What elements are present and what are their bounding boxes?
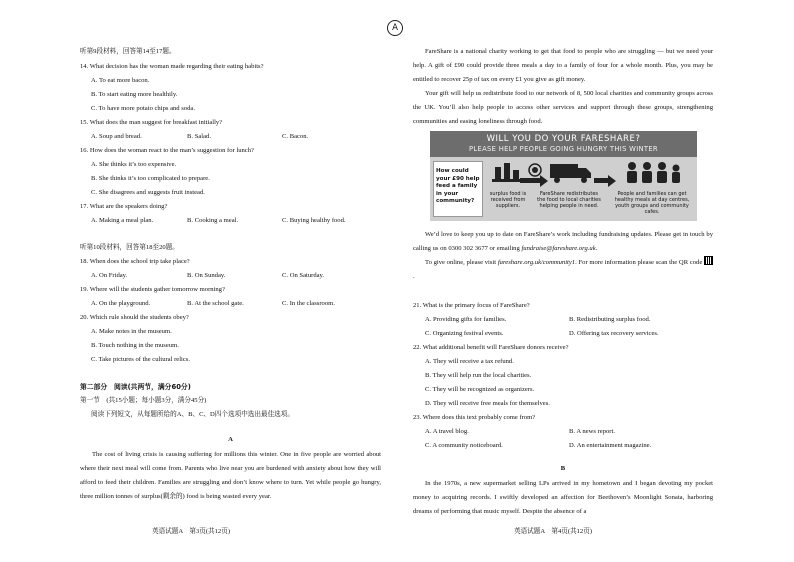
q22-option-a: A. They will receive a tax refund. [425,358,514,365]
q15-option-b: B. Salad. [187,133,211,140]
question-22: 22. What additional benefit will FareShare donors receive? [413,344,569,351]
question-15: 15. What does the man suggest for breakfast initially? [80,119,223,126]
q15-option-a: A. Soup and bread. [91,133,142,140]
caption-redistribute: FareShare redistributes the food to local charities helping people in need. [537,191,601,209]
question-19: 19. Where will the students gather tomorrow morning? [80,286,225,293]
para-3-body: We’d love to keep you up to date on FareShare’s work including fundraising updates. Please get in touch by calling us on 0300 302 3677 or emailing [413,231,713,252]
q22-option-c: C. They will be recognized as organizers. [425,386,535,393]
page-footer-right: 英语试题A 第4页(共12页) [514,528,593,535]
passage-a-label: A [228,436,233,443]
infographic-subtitle: PLEASE HELP PEOPLE GOING HUNGRY THIS WINTER [469,145,658,153]
question-18: 18. When does the school trip take place? [80,258,190,265]
para-4-rest: . For more information please scan the QR code [575,259,703,266]
q20-option-b: B. Touch nothing in the museum. [91,342,179,349]
q21-option-b: B. Redistributing surplus food. [569,316,651,323]
q23-option-b: B. A news report. [569,428,615,435]
q23-option-c: C. A community noticeboard. [425,442,503,449]
q21-option-d: D. Offering tax recovery services. [569,330,659,337]
q23-option-d: D. An entertainment magazine. [569,442,652,449]
q19-option-c: C. In the classroom. [282,300,335,307]
fareshare-para-1 [413,45,713,87]
delivery-truck-icon [549,162,593,184]
question-21: 21. What is the primary focus of FareShare? [413,302,530,309]
caption-families: People and families can get healthy meals at day centres, youth groups and community cafes. [614,191,690,215]
q21-option-c: C. Organizing festival events. [425,330,504,337]
question-16: 16. How does the woman react to the man’s suggestion for lunch? [80,147,254,154]
q17-option-a: A. Making a meal plan. [91,217,154,224]
question-20: 20. Which rule should the students obey? [80,314,189,321]
instruction-9: 听第9段材料，回答第14至17题。 [80,48,176,55]
reading-instruction: 阅读下列短文，从每题所给的A、B、C、D四个选项中选出最佳选项。 [91,411,294,418]
fundraise-email-link[interactable]: fundraise@fareshare.org.uk [521,245,596,252]
arrow-shaft-1 [520,178,540,183]
q20-option-c: C. Take pictures of the cultural relics. [91,356,191,363]
instruction-10: 听第10段材料，回答第18至20题。 [80,244,179,251]
question-23: 23. Where does this text probably come from? [413,414,536,421]
passage-a-paragraph: The cost of living crisis is causing suffering for millions this winter. One in five people are worried about where their next meal will come from. Parents who live near you are burdened with anxiety about how they will afford to feed their children. Families are struggling and don’t know where to turn. Yet while people go hungry, three million tonnes of surplus(剩余的) food is being wasted every year. [80,451,381,500]
fareshare-para-4 [413,256,713,284]
page-footer-left: 英语试题A 第3页(共12页) [152,528,231,535]
fareshare-infographic [430,131,697,221]
para-2-text: Your gift will help us redistribute food to our network of 8, 500 local charities and community groups across the UK. You’ll also help people to access other services and support through these groups, strengthening communities and easing loneliness through food. [413,90,713,125]
q21-option-a: A. Providing gifts for families. [425,316,507,323]
passage-a-text [80,448,381,504]
para-1-text: FareShare is a national charity working to get that food to people who are struggling — but we need your help. A gift of £90 could provide three meals a day to a family of four for a whole month. Plus, you may be entitled to recover 25p of tax on every £1 you give as gift money. [413,48,713,83]
caption-suppliers: surplus food is received from suppliers. [489,191,527,209]
infographic-question-box: How could your £90 help feed a family in your community? [433,161,483,217]
q19-option-a: A. On the playground. [91,300,151,307]
q19-option-b: B. At the school gate. [187,300,244,307]
q22-option-d: D. They will receive free meals for themselves. [425,400,550,407]
q20-option-a: A. Make notes in the museum. [91,328,172,335]
q16-option-a: A. She thinks it’s too expensive. [91,161,177,168]
factory-conveyor-icon [490,161,524,185]
q18-option-b: B. On Sunday. [187,272,226,279]
para-3-text: We’d love to keep you up to date on FareShare’s work including fundraising updates. Please get in touch by calling us on 0300 302 3677 or emailing fundraise@fareshare.org.uk. [413,231,713,252]
fareshare-para-2 [413,87,713,129]
arrow-1-icon [540,175,548,187]
q14-option-c: C. To have more potato chips and soda. [91,105,195,112]
passage-b-text [413,477,713,519]
qr-code-icon [704,256,713,265]
part-2-heading: 第二部分 阅读(共两节，满分60分) [80,383,191,391]
arrow-2-icon [608,175,616,187]
q22-option-b: B. They will help run the local charities. [425,372,532,379]
q16-option-c: C. She disagrees and suggests fruit instead. [91,189,205,196]
passage-b-paragraph: In the 1970s, a new supermarket selling LPs arrived in my hometown and I began devoting my pocket money to acquiring records. I swiftly developed an affection for Beethoven’s Moonlight Sonata, harboring dreams of performing that music myself. Despite the absence of a [413,480,713,515]
q17-option-c: C. Buying healthy food. [282,217,346,224]
passage-b-label: B [560,465,566,472]
para-4-lead: To give online, please visit [425,259,497,266]
q17-option-b: B. Cooking a meal. [187,217,239,224]
q14-option-a: A. To eat more bacon. [91,77,150,84]
fareshare-para-3 [413,228,713,256]
q18-option-a: A. On Friday. [91,272,128,279]
q23-option-a: A. A travel blog. [425,428,469,435]
question-17: 17. What are the speakers doing? [80,203,168,210]
arrow-shaft-2 [594,178,608,183]
q18-option-c: C. On Saturday. [282,272,325,279]
version-mark: A [387,20,403,36]
q15-option-c: C. Bacon. [282,133,309,140]
infographic-title: WILL YOU DO YOUR FARESHARE? [486,134,641,144]
section-1-heading: 第一节 (共15小题；每小题3分，满分45分) [80,397,207,404]
q14-option-b: B. To start eating more healthily. [91,91,178,98]
para-4-text: To give online, please visit fareshare.org.uk/community1. For more information please scan the QR code . [413,256,713,284]
question-14: 14. What decision has the woman made regarding their eating habits? [80,63,264,70]
q16-option-b: B. She thinks it’s too complicated to prepare. [91,175,210,182]
fareshare-url-link[interactable]: fareshare.org.uk/community1 [497,259,576,266]
people-group-icon [623,160,685,184]
